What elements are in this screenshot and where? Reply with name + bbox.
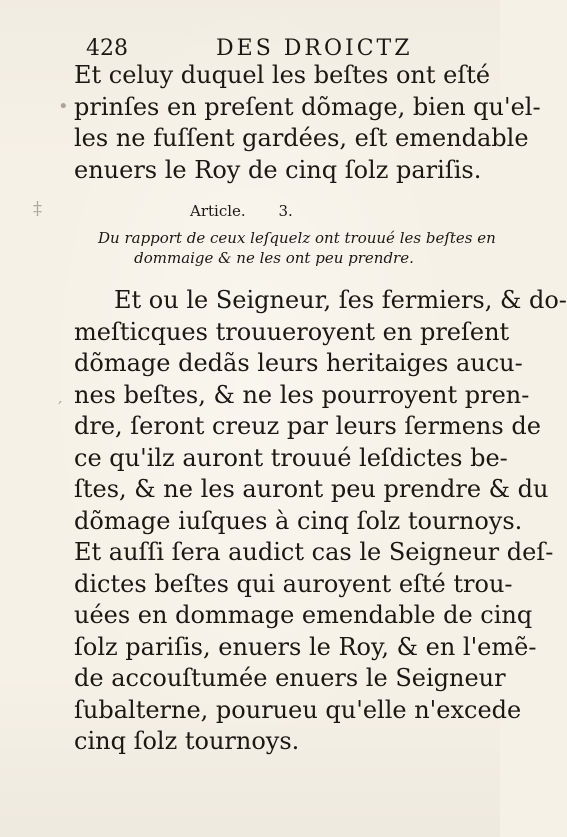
paragraph-line: les ne fuſſent gardées, eſt emendable (74, 124, 529, 152)
paragraph-line: meſticques trouueroyent en preſent (74, 317, 510, 346)
margin-mark: • (58, 96, 69, 117)
running-head (86, 36, 426, 60)
header-title: DES DROICTZ (216, 36, 413, 61)
page-number: 428 (86, 36, 128, 61)
paragraph-line: dõmage dedãs leurs heritaiges aucu- (74, 349, 523, 377)
paragraph-line: ſolz pariſis, enuers le Roy, & en l'emẽ- (74, 632, 537, 661)
article-heading (190, 202, 340, 220)
article-number: 3. (278, 202, 293, 220)
paragraph-line: Et auſſi ſera audict cas le Seigneur deſ- (74, 538, 554, 566)
article-label: Article. (190, 202, 246, 220)
summary-line: dommaige & ne les ont peu prendre. (134, 249, 414, 267)
paragraph-line: uées en dommage emendable de cinq (74, 601, 533, 629)
paragraph-line: ſubalterne, pourueu qu'elle n'excede (74, 695, 522, 724)
paragraph-line: dre, ſeront creuz par leurs ſermens de (74, 412, 541, 440)
paragraph-line: ſtes, & ne les auront peu prendre & du (74, 475, 549, 503)
summary-line: Du rapport de ceux leſquelz ont trouué les beſtes en (98, 229, 496, 247)
paragraph-line: prinſes en preſent dõmage, bien qu'el- (74, 92, 541, 121)
paragraph-line: dõmage iuſques à cinq ſolz tournoys. (74, 506, 523, 535)
paragraph-line: dictes beſtes qui auroyent eſté trou- (74, 569, 513, 598)
paragraph-line: Et celuy duquel les beſtes ont eſté (74, 61, 491, 89)
top-paragraph (74, 60, 541, 190)
margin-mark: ‡ (33, 198, 42, 219)
paragraph-line: ce qu'ilz auront trouué leſdictes be- (74, 443, 508, 472)
margin-mark: ′ (58, 398, 63, 419)
paragraph-line: de accouſtumée enuers le Seigneur (74, 664, 506, 692)
paragraph-line: cinq ſolz tournoys. (74, 727, 300, 755)
paragraph-line: nes beſtes, & ne les pourroyent pren- (74, 380, 530, 409)
article-summary (98, 228, 496, 268)
article-body (74, 285, 567, 755)
paragraph-line: Et ou le Seigneur, ſes fermiers, & do- (114, 286, 567, 314)
paragraph-line: enuers le Roy de cinq ſolz pariſis. (74, 155, 482, 184)
